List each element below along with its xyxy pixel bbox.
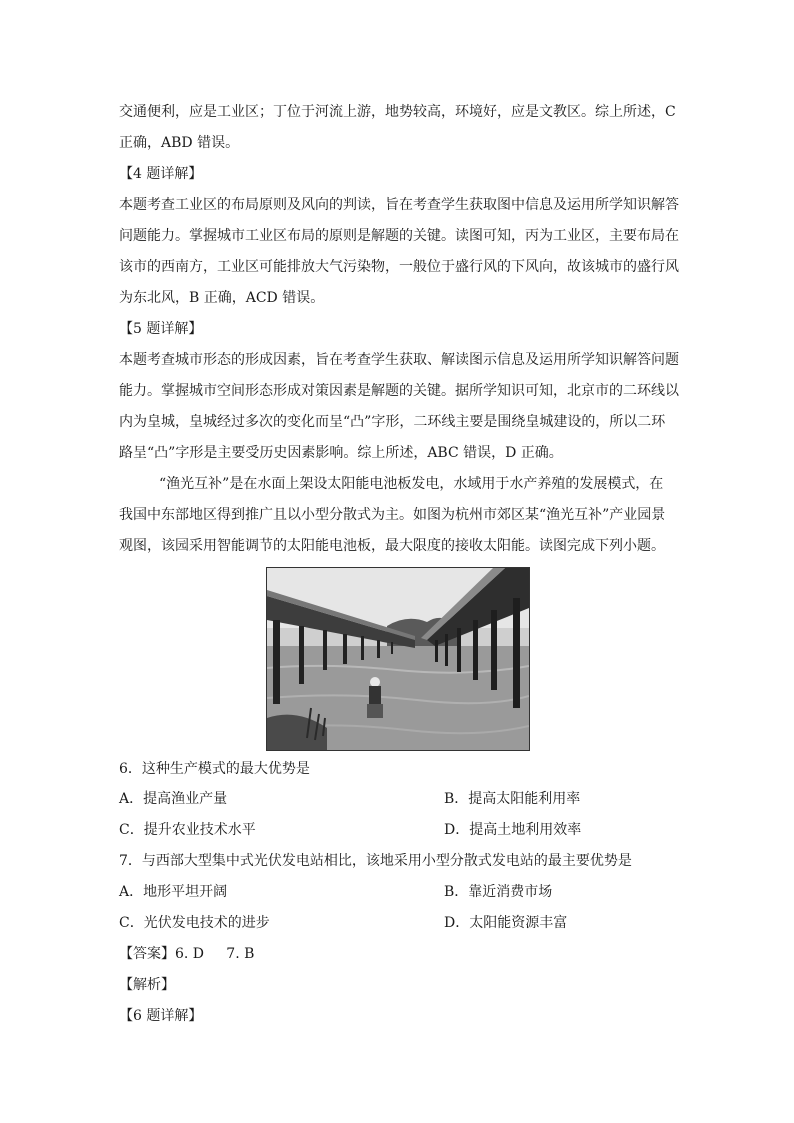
fishery-solar-photo (266, 567, 530, 751)
paragraph-line: 问题能力。掌握城市工业区布局的原则是解题的关键。读图可知，丙为工业区，主要布局在 (119, 228, 679, 244)
question-6-stem: 6．这种生产模式的最大优势是 (119, 761, 310, 777)
intro-line: 我国中东部地区得到推广且以小型分散式为主。如图为杭州市郊区某“渔光互补”产业园景 (119, 507, 666, 523)
question-6-option-d: D．提高土地利用效率 (444, 822, 582, 838)
question-7-option-b: B．靠近消费市场 (444, 884, 553, 900)
paragraph-line: 内为皇城，皇城经过多次的变化而呈“凸”字形，二环线主要是围绕皇城建设的，所以二环 (119, 414, 666, 430)
paragraph-line: 该市的西南方，工业区可能排放大气污染物，一般位于盛行风的下风向，故该城市的盛行风 (119, 259, 679, 275)
paragraph-line: 路呈“凸”字形是主要受历史因素影响。综上所述，ABC 错误，D 正确。 (119, 445, 563, 461)
answer-line: 【答案】6. D 7. B (119, 946, 255, 962)
paragraph-line: 交通便利，应是工业区；丁位于河流上游，地势较高，环境好，应是文教区。综上所述，C (119, 104, 676, 120)
question-6-option-c: C．提升农业技术水平 (119, 822, 256, 838)
section-heading: 【5 题详解】 (119, 321, 203, 337)
intro-line: 观图，该园采用智能调节的太阳能电池板，最大限度的接收太阳能。读图完成下列小题。 (119, 538, 665, 554)
question-7-option-c: C．光伏发电技术的进步 (119, 915, 270, 931)
intro-line: “渔光互补”是在水面上架设太阳能电池板发电，水域用于水产养殖的发展模式，在 (159, 476, 664, 492)
paragraph-line: 为东北风，B 正确，ACD 错误。 (119, 290, 325, 306)
question-6-option-a: A．提高渔业产量 (119, 791, 228, 807)
analysis-heading: 【解析】 (119, 977, 175, 993)
question-7-option-d: D．太阳能资源丰富 (444, 915, 568, 931)
question-7-option-a: A．地形平坦开阔 (119, 884, 228, 900)
question-7-stem: 7．与西部大型集中式光伏发电站相比，该地采用小型分散式发电站的最主要优势是 (119, 853, 632, 869)
question-6-option-b: B．提高太阳能利用率 (444, 791, 581, 807)
section-heading: 【6 题详解】 (119, 1008, 203, 1024)
paragraph-line: 本题考查工业区的布局原则及风向的判读，旨在考查学生获取图中信息及运用所学知识解答 (119, 197, 679, 213)
paragraph-line: 正确，ABD 错误。 (119, 135, 240, 151)
paragraph-line: 能力。掌握城市空间形态形成对策因素是解题的关键。据所学知识可知，北京市的二环线以 (119, 383, 679, 399)
paragraph-line: 本题考查城市形态的形成因素，旨在考查学生获取、解读图示信息及运用所学知识解答问题 (119, 352, 679, 368)
section-heading: 【4 题详解】 (119, 166, 203, 182)
